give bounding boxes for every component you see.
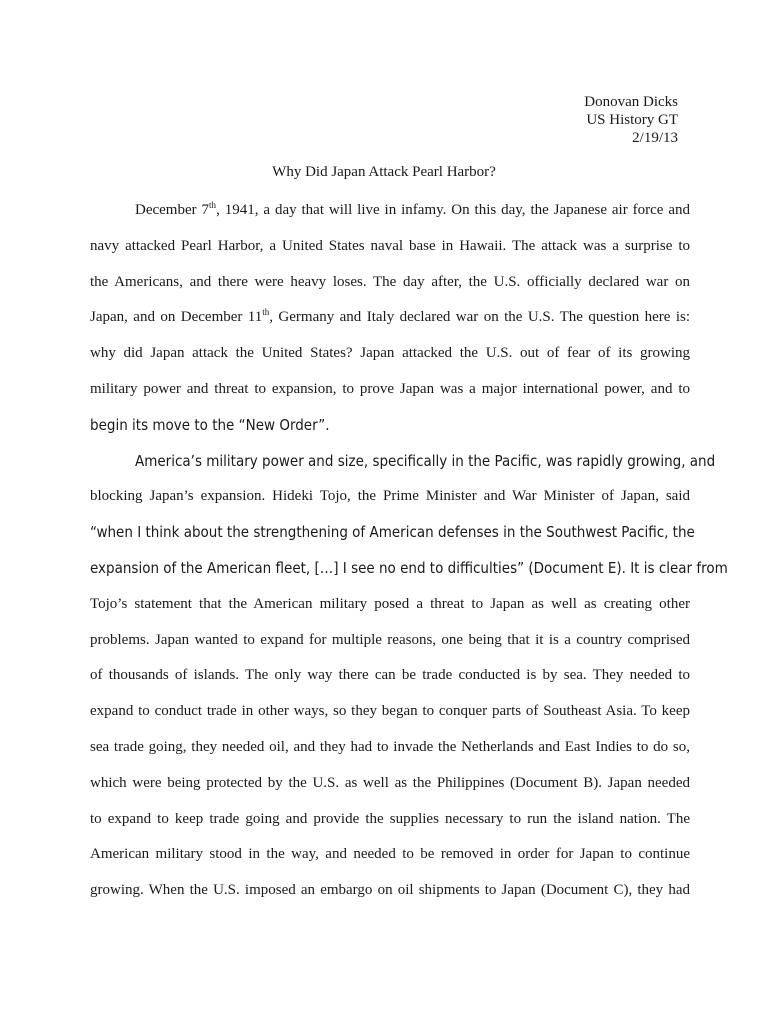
course-name: US History GT <box>586 112 678 128</box>
paragraph-2-line-4: expansion of the American fleet, […] I see no end to difficulties” (Document E). It is clear from <box>90 558 728 577</box>
paragraph-2-line-13: growing. When the U.S. imposed an embargo on oil shipments to Japan (Document C), they had <box>90 882 690 899</box>
paragraph-1-line-5: why did Japan attack the United States? Japan attacked the U.S. out of fear of its growing <box>90 345 690 362</box>
ordinal-superscript: th <box>262 307 270 318</box>
paragraph-2-line-12: American military stood in the way, and needed to be removed in order for Japan to continue <box>90 846 690 863</box>
ordinal-superscript: th <box>209 200 217 210</box>
text-run: Japan, and on December 11 <box>90 309 263 326</box>
paragraph-2-line-10: which were being protected by the U.S. as well as the Philippines (Document B). Japan needed <box>90 774 690 791</box>
paragraph-2-line-11: to expand to keep trade going and provide the supplies necessary to run the island nation. The <box>90 810 690 827</box>
paragraph-2-line-9: sea trade going, they needed oil, and they had to invade the Netherlands and East Indies to do so, <box>90 738 690 755</box>
paragraph-2-line-3: “when I think about the strengthening of American defenses in the Southwest Pacific, the <box>90 523 695 542</box>
paragraph-1-line-3: the Americans, and there were heavy loses. The day after, the U.S. officially declared war on <box>90 273 690 290</box>
paragraph-1-line-1 <box>90 193 690 229</box>
paragraph-2-line-7: of thousands of islands. The only way there can be trade conducted is by sea. They needed to <box>90 667 690 684</box>
author-name: Donovan Dicks <box>584 94 678 110</box>
text-run: , 1941, a day that will live in infamy. On this day, the Japanese air force and <box>216 202 690 218</box>
paragraph-2-line-8: expand to conduct trade in other ways, so they began to conquer parts of Southeast Asia. To keep <box>90 703 690 720</box>
document-date: 2/19/13 <box>632 130 678 146</box>
paragraph-2-line-6: problems. Japan wanted to expand for multiple reasons, one being that it is a country comprised <box>90 631 690 648</box>
essay-body <box>90 193 728 909</box>
paragraph-2-line-2: blocking Japan’s expansion. Hideki Tojo, the Prime Minister and War Minister of Japan, said <box>90 488 690 505</box>
paragraph-2-line-5: Tojo’s statement that the American military posed a threat to Japan as well as creating other <box>90 595 690 612</box>
paragraph-1-line-4 <box>90 300 690 336</box>
paragraph-1-line-6: military power and threat to expansion, to prove Japan was a major international power, and to <box>90 380 690 397</box>
paragraph-1-line-2: navy attacked Pearl Harbor, a United States naval base in Hawaii. The attack was a surprise to <box>90 237 690 254</box>
paragraph-1-line-7: begin its move to the “New Order”. <box>90 415 330 434</box>
document-header <box>584 93 678 147</box>
text-run: , Germany and Italy declared war on the U.S. The question here is: <box>269 309 690 326</box>
essay-title: Why Did Japan Attack Pearl Harbor? <box>272 164 496 180</box>
text-run: December 7 <box>135 202 210 218</box>
paragraph-2-line-1: America’s military power and size, specifically in the Pacific, was rapidly growing, and <box>135 451 716 470</box>
